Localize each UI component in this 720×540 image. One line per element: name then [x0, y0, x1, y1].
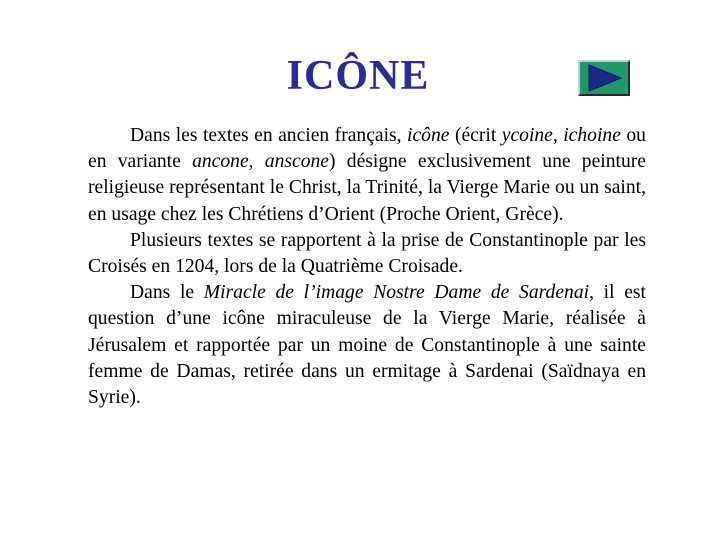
italic-term: icône [407, 125, 450, 146]
slide-body [88, 123, 646, 411]
italic-term: ancone, anscone [192, 151, 330, 173]
text-run: Dans le [130, 282, 204, 304]
paragraph-constantinople [88, 228, 646, 280]
next-slide-button[interactable] [578, 60, 630, 96]
slide-title: ICÔNE [286, 53, 430, 99]
text-run: Plusieurs textes se rapportent à la prise de Constantinople par les Croisés en 1204, lors de la Quatrième Croisade. [88, 229, 646, 278]
paragraph-miracle-sardenai [88, 280, 646, 411]
text-run: ou en variante [88, 125, 646, 173]
italic-term: ycoine, ichoine [501, 125, 621, 146]
play-arrow-icon [580, 62, 628, 94]
text-run: Dans les textes en ancien français, [130, 125, 408, 146]
text-run: , il est question d’une icône miraculeuse de la Vierge Marie, réalisée à Jérusalem et rapportée par un moine de Constantinople à une sainte femme de Damas, retirée dans un ermitage à Sardenai (Saïdnaya en Syrie). [88, 282, 646, 409]
text-run: ) désigne exclusivement une peinture religieuse représentant le Christ, la Trinité, la Vierge Marie ou un saint, en usage chez les Chrétiens d’Orient (Proche Orient, Grèce). [88, 151, 647, 225]
paragraph-icone-definition [88, 123, 646, 228]
italic-title: Miracle de l’image Nostre Dame de Sardenai [203, 282, 590, 304]
text-run: (écrit [449, 125, 502, 146]
